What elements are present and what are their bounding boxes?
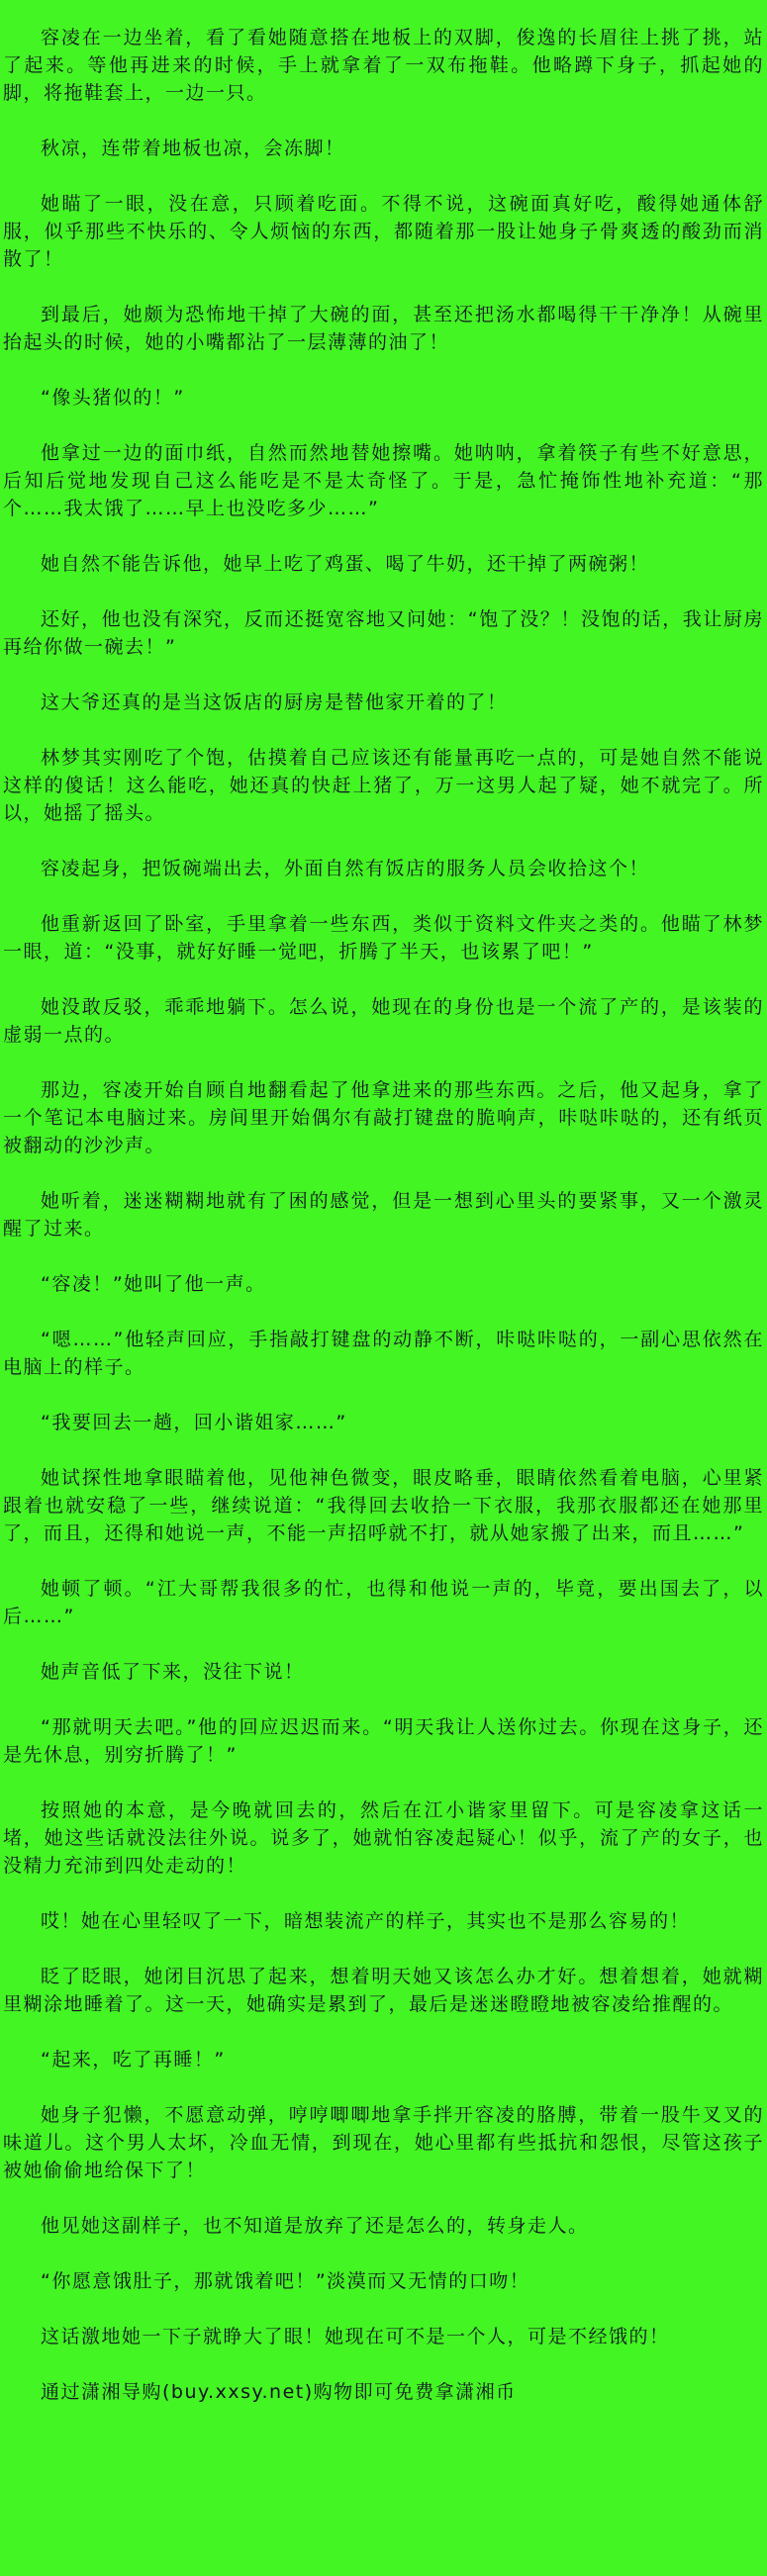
novel-paragraph: 眨了眨眼，她闭目沉思了起来，想着明天她又该怎么办才好。想着想着，她就糊里糊涂地睡着了。这一天，她确实是累到了，最后是迷迷瞪瞪地被容凌给推醒的。	[3, 1966, 764, 2015]
novel-paragraph: 哎！她在心里轻叹了一下，暗想装流产的样子，其实也不是那么容易的！	[41, 1910, 691, 1932]
novel-paragraph: 按照她的本意，是今晚就回去的，然后在江小谐家里留下。可是容凌拿这话一堵，她这些话就没法往外说。说多了，她就怕容凌起疑心！似乎，流了产的女子，也没精力充沛到四处走动的！	[3, 1799, 764, 1877]
novel-paragraph-dialogue: “起来，吃了再睡！”	[41, 2049, 226, 2070]
novel-paragraph-dialogue: “嗯……”他轻声回应，手指敲打键盘的动静不断，咔哒咔哒的，一副心思依然在电脑上的样子。	[3, 1329, 764, 1378]
novel-paragraph: 她试探性地拿眼瞄着他，见他神色微变，眼皮略垂，眼睛依然看着电脑，心里紧跟着也就安稳了一些，继续说道：“我得回去收拾一下衣服，我那衣服都还在她那里了，而且，还得和她说一声，不能一声招呼就不打，就从她家搬了出来，而且……”	[3, 1467, 764, 1544]
novel-paragraph: 秋凉，连带着地板也凉，会冻脚！	[41, 138, 345, 159]
novel-paragraph: 她声音低了下来，没往下说！	[41, 1661, 305, 1683]
novel-paragraph: 她顿了顿。“江大哥帮我很多的忙，也得和他说一声的，毕竟，要出国去了，以后……”	[3, 1578, 764, 1627]
novel-paragraph: 他重新返回了卧室，手里拿着一些东西，类似于资料文件夹之类的。他瞄了林梦一眼，道：“没事，就好好睡一觉吧，折腾了半天，也该累了吧！”	[3, 913, 764, 963]
novel-paragraph: 容凌在一边坐着，看了看她随意搭在地板上的双脚，俊逸的长眉往上挑了挑，站了起来。等他再进来的时候，手上就拿着了一双布拖鞋。他略蹲下身子，抓起她的脚，将拖鞋套上，一边一只。	[3, 27, 764, 104]
novel-paragraph: 这话激地她一下子就睁大了眼！她现在可不是一个人，可是不经饿的！	[41, 2326, 670, 2347]
novel-paragraph: 到最后，她颇为恐怖地干掉了大碗的面，甚至还把汤水都喝得干干净净！从碗里抬起头的时候，她的小嘴都沾了一层薄薄的油了！	[3, 304, 764, 353]
novel-paragraph: 她瞄了一眼，没在意，只顾着吃面。不得不说，这碗面真好吃，酸得她通体舒服，似乎那些不快乐的、令人烦恼的东西，都随着那一股让她身子骨爽透的酸劲而消散了！	[3, 193, 764, 270]
novel-paragraph: 她没敢反驳，乖乖地躺下。怎么说，她现在的身份也是一个流了产的，是该装的虚弱一点的。	[3, 996, 764, 1046]
novel-paragraph: 她听着，迷迷糊糊地就有了困的感觉，但是一想到心里头的要紧事，又一个激灵醒了过来。	[3, 1190, 764, 1240]
novel-paragraph: 他见她这副样子，也不知道是放弃了还是怎么的，转身走人。	[41, 2215, 589, 2237]
novel-paragraph: 她自然不能告诉他，她早上吃了鸡蛋、喝了牛奶，还干掉了两碗粥！	[41, 553, 650, 575]
novel-paragraph: 容凌起身，把饭碗端出去，外面自然有饭店的服务人员会收拾这个！	[41, 858, 650, 879]
footer-promo-link[interactable]: 通过潇湘导购(buy.xxsy.net)购物即可免费拿潇湘币	[41, 2381, 517, 2403]
novel-paragraph: 还好，他也没有深究，反而还挺宽容地又问她：“饱了没？！没饱的话，我让厨房再给你做一碗去！”	[3, 608, 764, 658]
novel-paragraph: 林梦其实刚吃了个饱，估摸着自己应该还有能量再吃一点的，可是她自然不能说这样的傻话！这么能吃，她还真的快赶上猪了，万一这男人起了疑，她不就完了。所以，她摇了摇头。	[3, 747, 764, 824]
novel-paragraph-dialogue: “容凌！”她叫了他一声。	[41, 1273, 266, 1295]
novel-paragraph-dialogue: “你愿意饿肚子，那就饿着吧！”淡漠而又无情的口吻！	[41, 2270, 530, 2292]
novel-paragraph: 他拿过一边的面巾纸，自然而然地替她擦嘴。她呐呐，拿着筷子有些不好意思，后知后觉地发现自己这么能吃是不是太奇怪了。于是，急忙掩饰性地补充道：“那个……我太饿了……早上也没吃多少……”	[3, 442, 764, 519]
novel-paragraph-dialogue: “那就明天去吧。”他的回应迟迟而来。“明天我让人送你过去。你现在这身子，还是先休息，别穷折腾了！”	[3, 1716, 764, 1766]
novel-paragraph-dialogue: “像头猪似的！”	[41, 387, 185, 409]
novel-paragraph-dialogue: “我要回去一趟，回小谐姐家……”	[41, 1412, 347, 1433]
novel-paragraph: 她身子犯懒，不愿意动弹，哼哼唧唧地拿手拌开容凌的胳膊，带着一股牛叉叉的味道儿。这个男人太坏，冷血无情，到现在，她心里都有些抵抗和怨恨，尽管这孩子被她偷偷地给保下了！	[3, 2104, 764, 2181]
novel-paragraph: 这大爷还真的是当这饭店的厨房是替他家开着的了！	[41, 691, 508, 713]
novel-paragraph: 那边，容凌开始自顾自地翻看起了他拿进来的那些东西。之后，他又起身，拿了一个笔记本电脑过来。房间里开始偶尔有敲打键盘的脆响声，咔哒咔哒的，还有纸页被翻动的沙沙声。	[3, 1079, 764, 1156]
